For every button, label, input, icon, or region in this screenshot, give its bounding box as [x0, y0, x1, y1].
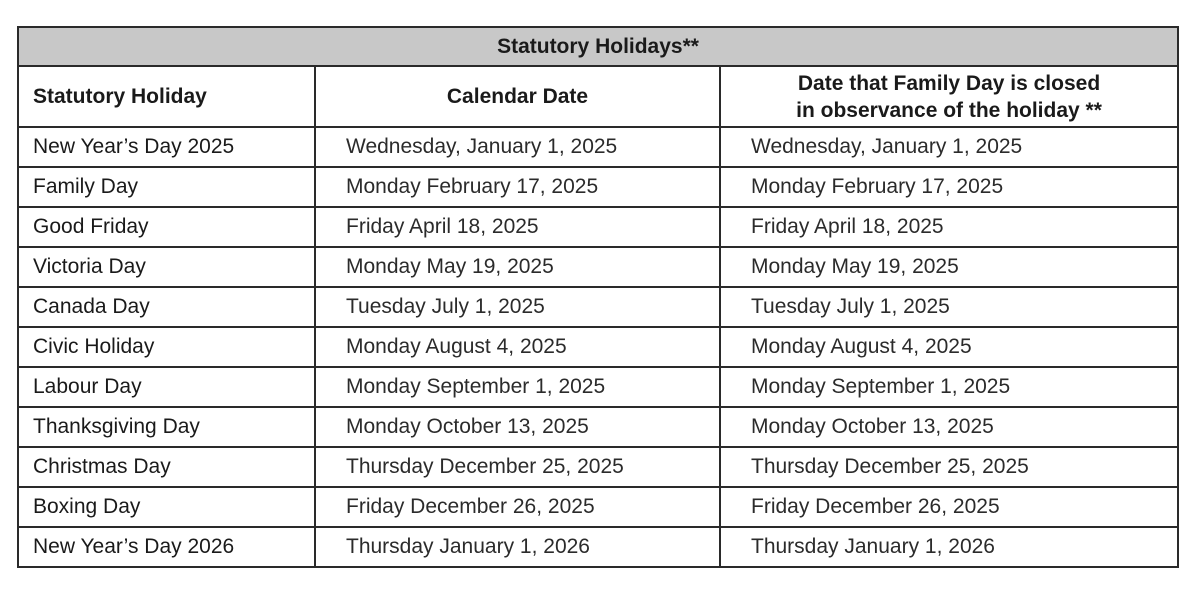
closed-date-cell: Thursday December 25, 2025	[720, 447, 1178, 487]
holiday-name-cell: Civic Holiday	[18, 327, 315, 367]
table-row	[18, 207, 1178, 247]
holiday-name-cell: New Year’s Day 2025	[18, 127, 315, 167]
holiday-name-cell: Victoria Day	[18, 247, 315, 287]
calendar-date-cell: Friday April 18, 2025	[315, 207, 720, 247]
closed-date-cell: Wednesday, January 1, 2025	[720, 127, 1178, 167]
table-row	[18, 527, 1178, 567]
closed-date-cell: Monday February 17, 2025	[720, 167, 1178, 207]
holiday-name-cell: Family Day	[18, 167, 315, 207]
holiday-name-cell: Thanksgiving Day	[18, 407, 315, 447]
table-body	[18, 127, 1178, 567]
holiday-name-cell: Christmas Day	[18, 447, 315, 487]
closed-date-cell: Friday December 26, 2025	[720, 487, 1178, 527]
table-title: Statutory Holidays**	[18, 27, 1178, 66]
holiday-name-cell: New Year’s Day 2026	[18, 527, 315, 567]
calendar-date-cell: Monday October 13, 2025	[315, 407, 720, 447]
holiday-name-cell: Boxing Day	[18, 487, 315, 527]
calendar-date-cell: Wednesday, January 1, 2025	[315, 127, 720, 167]
table-row	[18, 167, 1178, 207]
holiday-name-cell: Good Friday	[18, 207, 315, 247]
closed-date-cell: Thursday January 1, 2026	[720, 527, 1178, 567]
table-title-row	[18, 27, 1178, 66]
holiday-name-cell: Labour Day	[18, 367, 315, 407]
table-row	[18, 407, 1178, 447]
column-header-statutory-holiday: Statutory Holiday	[18, 66, 315, 127]
closed-date-cell: Tuesday July 1, 2025	[720, 287, 1178, 327]
table-row	[18, 367, 1178, 407]
closed-date-cell: Friday April 18, 2025	[720, 207, 1178, 247]
calendar-date-cell: Monday May 19, 2025	[315, 247, 720, 287]
calendar-date-cell: Thursday December 25, 2025	[315, 447, 720, 487]
table-row	[18, 447, 1178, 487]
calendar-date-cell: Monday August 4, 2025	[315, 327, 720, 367]
table-header-row	[18, 66, 1178, 127]
table-row	[18, 127, 1178, 167]
calendar-date-cell: Monday February 17, 2025	[315, 167, 720, 207]
closed-date-cell: Monday May 19, 2025	[720, 247, 1178, 287]
calendar-date-cell: Friday December 26, 2025	[315, 487, 720, 527]
calendar-date-cell: Monday September 1, 2025	[315, 367, 720, 407]
statutory-holidays-table	[17, 26, 1179, 568]
closed-date-cell: Monday October 13, 2025	[720, 407, 1178, 447]
column-header-closed-date: Date that Family Day is closed in observance of the holiday **	[720, 66, 1178, 127]
closed-date-cell: Monday September 1, 2025	[720, 367, 1178, 407]
closed-date-cell: Monday August 4, 2025	[720, 327, 1178, 367]
holiday-name-cell: Canada Day	[18, 287, 315, 327]
table-row	[18, 287, 1178, 327]
table-row	[18, 247, 1178, 287]
table-row	[18, 327, 1178, 367]
column-header-calendar-date: Calendar Date	[315, 66, 720, 127]
calendar-date-cell: Tuesday July 1, 2025	[315, 287, 720, 327]
table-row	[18, 487, 1178, 527]
calendar-date-cell: Thursday January 1, 2026	[315, 527, 720, 567]
